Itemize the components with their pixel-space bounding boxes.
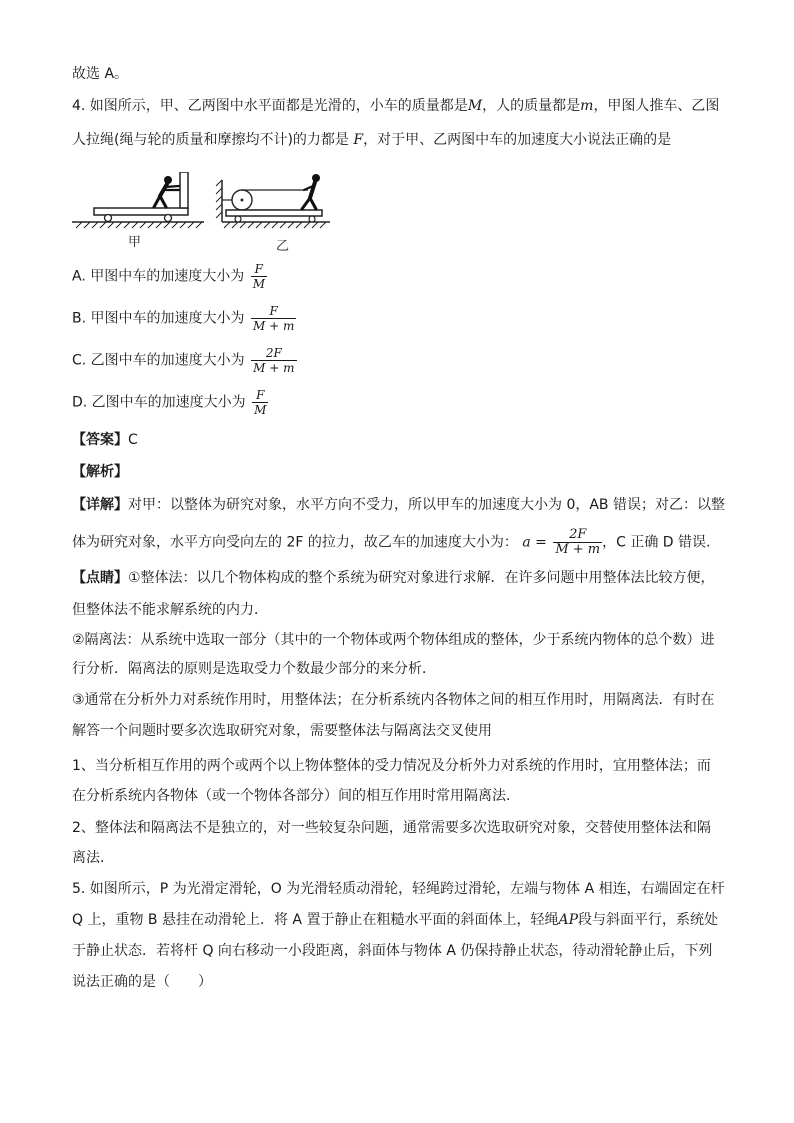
q5-line1: 5. 如图所示，P 为光滑定滑轮，O 为光滑轻质动滑轮，轻绳跨过滑轮，左端与物体 A 相连，右端固定在杆	[72, 881, 725, 897]
figure-jia	[72, 172, 204, 250]
option-d-fraction	[252, 388, 268, 417]
yi-ground-hatch	[224, 222, 326, 228]
yi-pulley-center	[241, 199, 244, 202]
points-text-0: ①整体法：以几个物体构成的整个系统为研究对象进行求解．在许多问题中用整体法比较方便，	[128, 570, 715, 586]
q4-stem-line1	[72, 96, 719, 116]
detail-fraction	[553, 528, 602, 557]
detail-eq: =	[535, 534, 547, 551]
points-line1	[72, 568, 715, 588]
q4-figure	[72, 172, 332, 252]
option-d-num: F	[256, 388, 265, 402]
points-line6: 解答一个问题时要多次选取研究对象，需要整体法与隔离法交叉使用	[72, 723, 492, 739]
q4-figure-svg	[72, 172, 332, 252]
option-b-fraction	[251, 304, 296, 333]
q5-var-AP: AP	[558, 912, 578, 928]
yi-label: 乙	[276, 239, 290, 252]
detail-tag: 【详解】	[72, 497, 128, 513]
detail-var-a: a	[522, 534, 531, 551]
jia-person	[154, 176, 179, 207]
option-a-num: F	[254, 262, 263, 276]
points-line7: 1、当分析相互作用的两个或两个以上物体整体的受力情况及分析外力对系统的作用时，宜用整体法；而	[72, 758, 711, 774]
q5-text2a: Q 上，重物 B 悬挂在动滑轮上．将 A 置于静止在粗糙水平面的斜面体上，轻绳	[72, 912, 559, 928]
points-line9: 2、整体法和隔离法不是独立的，对一些较复杂问题，通常需要多次选取研究对象，交替使用整体法和隔	[72, 820, 711, 836]
option-c-den: M + m	[253, 361, 295, 375]
detail-text2a: 体为研究对象，水平方向受向左的 2F 的拉力，故乙车的加速度大小为：	[72, 534, 518, 551]
detail-text1: 对甲：以整体为研究对象，水平方向不受力，所以甲车的加速度大小为 0，AB 错误；对乙：以整	[128, 497, 725, 513]
yi-wheel-left	[235, 216, 241, 222]
q5-line3: 于静止状态．若将杆 Q 向右移动一小段距离，斜面体与物体 A 仍保持静止状态，待动滑轮静止后，下列	[72, 943, 713, 959]
q5-line2	[72, 910, 718, 930]
option-a-label: A. 甲图中车的加速度大小为	[72, 268, 245, 285]
points-line5: ③通常在分析外力对系统作用时，用整体法；在分析系统内各物体之间的相互作用时，用隔离法．有时在	[72, 692, 715, 708]
answer-tag: 【答案】	[72, 432, 128, 448]
q4-option-b	[72, 304, 296, 333]
option-a-fraction	[251, 262, 267, 291]
option-d-den: M	[254, 403, 267, 417]
yi-wall-hatch	[216, 180, 222, 218]
jia-wheel-left	[105, 215, 112, 222]
analysis-tag: 【解析】	[72, 464, 128, 480]
q5-line4: 说法正确的是（ ）	[72, 974, 212, 990]
q4-var-M: M	[467, 98, 483, 114]
option-c-label: C. 乙图中车的加速度大小为	[72, 352, 245, 369]
q5-text2b: 段与斜面平行，系统处	[577, 912, 718, 928]
detail-text2b: ，C 正确 D 错误.	[602, 534, 711, 551]
detail-den: M + m	[555, 542, 601, 557]
detail-line2	[72, 528, 710, 557]
q4-stem-text-b: ，人的质量都是	[482, 98, 581, 114]
points-line10: 离法．	[72, 850, 114, 866]
option-d-label: D. 乙图中车的加速度大小为	[72, 394, 246, 411]
points-line4: 行分析．隔离法的原则是选取受力个数最少部分的来分析．	[72, 661, 436, 677]
q4-var-m: m	[580, 98, 594, 114]
option-b-label: B. 甲图中车的加速度大小为	[72, 310, 245, 327]
q4-stem-line2	[72, 130, 671, 150]
yi-wheel-right	[309, 216, 315, 222]
option-b-num: F	[269, 304, 278, 318]
option-c-num: 2F	[265, 346, 282, 360]
jia-cart-wall	[180, 172, 188, 208]
q4-var-F: F	[353, 132, 364, 148]
detail-line1	[72, 495, 725, 515]
q4-stem2-text-a: 人拉绳(绳与轮的质量和摩擦均不计)的力都是	[72, 132, 354, 148]
figure-yi	[216, 174, 330, 252]
q4-option-d	[72, 388, 268, 417]
detail-num: 2F	[569, 527, 587, 542]
jia-wheel-right	[165, 215, 172, 222]
q4-option-a	[72, 262, 267, 291]
option-c-fraction	[251, 346, 296, 375]
q4-stem-text-c: ，甲图人推车、乙图	[593, 98, 720, 114]
points-line8: 在分析系统内各物体（或一个物体各部分）间的相互作用时常用隔离法．	[72, 788, 520, 804]
answer-value: C	[128, 432, 138, 448]
option-a-den: M	[252, 277, 265, 291]
prev-answer-line: 故选 A。	[72, 66, 129, 82]
yi-cart	[226, 210, 322, 216]
q4-stem2-text-b: ，对于甲、乙两图中车的加速度大小说法正确的是	[363, 132, 672, 148]
points-line3: ②隔离法：从系统中选取一部分（其中的一个物体或两个物体组成的整体，少于系统内物体的总个数）进	[72, 632, 715, 648]
analysis-line	[72, 462, 128, 482]
jia-label: 甲	[128, 235, 142, 250]
points-line2: 但整体法不能求解系统的内力．	[72, 602, 268, 618]
q4-option-c	[72, 346, 297, 375]
points-tag: 【点睛】	[72, 570, 128, 586]
option-b-den: M + m	[252, 319, 295, 333]
q4-stem-text-a: 4. 如图所示，甲、乙两图中水平面都是光滑的，小车的质量都是	[72, 98, 468, 114]
yi-person	[302, 174, 320, 209]
jia-ground-hatch	[76, 222, 202, 228]
answer-line	[72, 430, 138, 450]
